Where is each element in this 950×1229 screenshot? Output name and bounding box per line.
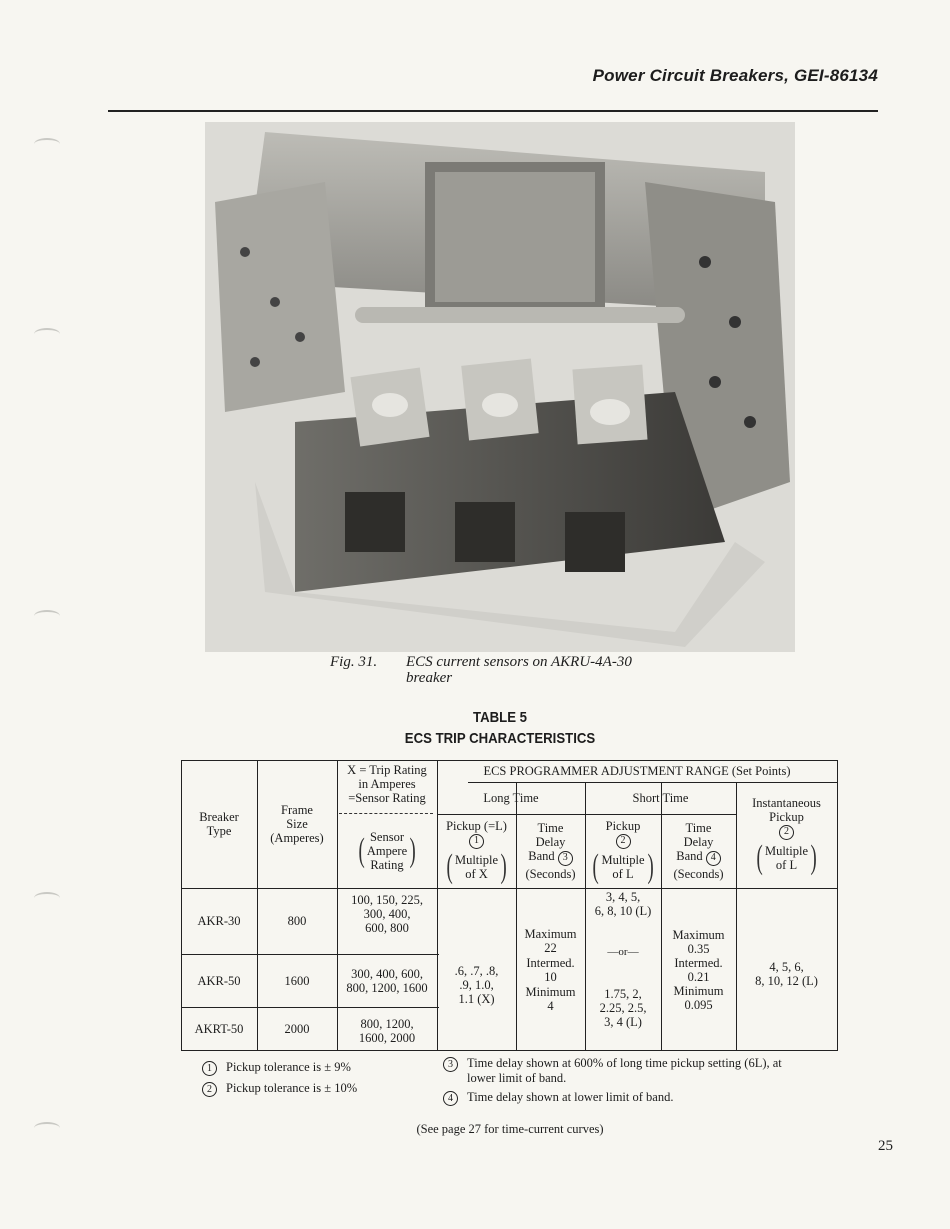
- header-rule: [108, 110, 878, 112]
- row-akrt50-type: AKRT-50: [194, 1021, 244, 1036]
- st-pickup-values-upper: 3, 4, 5, 6, 8, 10 (L): [594, 890, 652, 918]
- st-pickup-or: —or—: [607, 946, 639, 958]
- row-akrt50-frame: 2000: [284, 1021, 310, 1036]
- figure-caption-text: ECS current sensors on AKRU-4A-30 breaker: [406, 654, 632, 686]
- st-delay-values: Maximum 0.35 Intermed. 0.21 Minimum 0.095: [672, 928, 725, 1012]
- figure-31-photo: [205, 122, 795, 652]
- header-instantaneous-pickup: Instantaneous Pickup 2 ( Multiple of L ): [752, 795, 821, 876]
- lt-pickup-values: .6, .7, .8, .9, 1.0, 1.1 (X): [454, 964, 499, 1006]
- lt-delay-values: Maximum 22 Intermed. 10 Minimum 4: [524, 926, 577, 1013]
- row-akr50-sensor: 300, 400, 600, 800, 1200, 1600: [346, 966, 428, 995]
- figure-number: Fig. 31.: [330, 654, 378, 670]
- row-akr30-type: AKR-30: [197, 914, 241, 928]
- table-number: TABLE 5: [472, 709, 528, 726]
- row-akrt50-sensor: 800, 1200, 1600, 2000: [358, 1016, 416, 1045]
- instantaneous-values: 4, 5, 6, 8, 10, 12 (L): [755, 960, 818, 988]
- curves-reference: (See page 27 for time-current curves): [416, 1122, 604, 1136]
- header-lt-pickup: Pickup (=L) 1 ( Multiple of X ): [446, 818, 507, 885]
- table-title: ECS TRIP CHARACTERISTICS: [404, 730, 596, 747]
- footnotes-right: [443, 1056, 843, 1111]
- footnotes-left: [202, 1060, 357, 1102]
- header-lt-delay-band: Time Delay Band 3 (Seconds): [525, 821, 576, 881]
- header-long-time: Long Time: [483, 791, 539, 805]
- row-akr50-type: AKR-50: [197, 973, 241, 988]
- st-pickup-values-lower: 1.75, 2, 2.25, 2.5, 3, 4 (L): [599, 987, 647, 1029]
- footnote-1: 1 Pickup tolerance is ± 9%: [202, 1060, 357, 1077]
- header-breaker-type: Breaker Type: [199, 810, 239, 838]
- footnote-2: 2 Pickup tolerance is ± 10%: [202, 1081, 357, 1098]
- header-sensor-rating: ( Sensor Ampere Rating ): [358, 830, 416, 872]
- row-akr30-sensor: 100, 150, 225, 300, 400, 600, 800: [351, 893, 423, 935]
- header-short-time: Short Time: [632, 791, 689, 805]
- header-st-pickup: Pickup 2 ( Multiple of L ): [592, 818, 654, 885]
- header-st-delay-band: Time Delay Band 4 (Seconds): [673, 821, 724, 881]
- page-header-title: Power Circuit Breakers, GEI-86134: [592, 66, 878, 85]
- ecs-trip-characteristics-table: [181, 760, 838, 1051]
- row-akr30-frame: 800: [287, 914, 307, 928]
- row-akr50-frame: 1600: [284, 973, 310, 988]
- page-number: 25: [878, 1138, 893, 1154]
- header-x-definition: X = Trip Rating in Amperes =Sensor Rating: [347, 763, 427, 805]
- footnote-4: 4 Time delay shown at lower limit of band.: [443, 1090, 843, 1107]
- header-programmer-range: ECS PROGRAMMER ADJUSTMENT RANGE (Set Points): [483, 764, 791, 778]
- footnote-3: 3 Time delay shown at 600% of long time pickup setting (6L), at lower limit of band.: [443, 1056, 843, 1086]
- header-frame-size: Frame Size (Amperes): [270, 803, 324, 845]
